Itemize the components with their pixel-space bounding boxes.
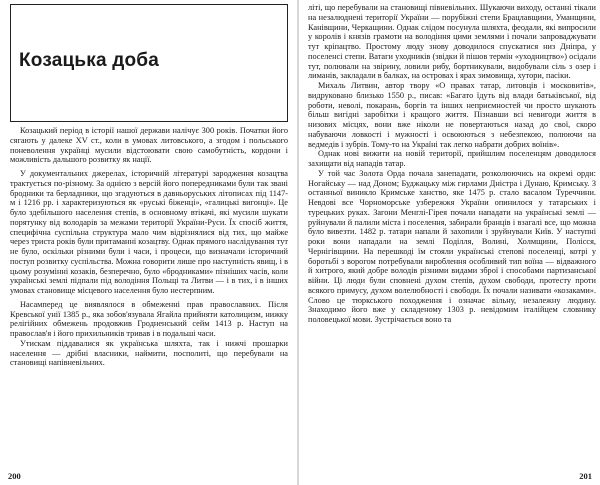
left-page — [0, 0, 296, 485]
page-number-right: 201 — [579, 471, 592, 481]
page-number-left: 200 — [8, 471, 21, 481]
book-gutter — [297, 0, 299, 485]
right-page-body — [308, 3, 596, 325]
left-paragraph-4: Утискам піддавалися як українська шляхта, так і нижчі прошарки населення — дрібні власники, наймити, посполиті, що перебували на становищі напівневільних. — [10, 338, 288, 368]
left-page-body — [10, 126, 288, 368]
right-paragraph-1: літі, що перебували на становищі півневільних. Шукаючи виходу, останні тікали на незалюднені території України — порубіжні степи Брацлавщини, Уманщини, Канівщини, Черкащини. Однак слідом посунула шляхта, феодали, які випросили у королів і князів грамоти на володіння цими землями і почали запроваджувати тут кріпацтво. Простому люду знову доводилося спускатися низ Дніпра, у поселенсі степи. Ватаги уходників (звідки й пішов термін «уходництво») осідали тут, полювали на звірину, ловили рибу, бортникували, видобували сіль з озер і лиманів, закладали в балках, на островах і ярах зимовища, хутори, пасіки. — [308, 3, 596, 81]
right-paragraph-2: Михаль Литвин, автор твору «О правах татар, литовців і московитів», видруковано близько 1550 р., писав: «Багато їдуть від влади батьківської, від роботи, неволі, покарань, боргів та інших неприємностей чи просто шукають більш вигідні заробітки і кращого життя. Пізнавши всі невигоди життя в низових місцях, вони вже ніколи не повертаються назад до свої, скоро набуваючи ловкості і мужності і освоюються з небезпекою, полюючи на ведмедів і зубрів. Тому-то на Україні так легко набрати добрих воїнів». — [308, 81, 596, 149]
left-paragraph-2: У документальних джерелах, історичній літературі зародження козацтва трактується по-різному. За однією з версій його попередниками були так звані бродники та берладники, що згадуються в давньоруських літописах під 1147-м і 1216 рр. і характеризуються як «руські біженці», «галицькі вигонці». Це було здебільшого населення степів, в основному втікачі, які мусили шукати порятунку від володарів за межами території України-Руси. Їх спосіб життя, специфічна суспільна структура мало чим відрізнялися від тих, що майже через триста років були притаманні козацтву. Однак прямого наслідування тут не було, оскільки різними були і часи, і процеси, що визначали історичний поступ розвитку суспільства. Можна говорити лише про наступність явищ, і в цьому розумінні козаків, безперечно, було «бродниками» пізніших часів, коли українські землі підпали під володіння Польщі та Литви — і в тих, і в інших умовах становище місцевого населення було нестерпним. — [10, 169, 288, 295]
left-paragraph-3: Насамперед це виявлялося в обмеженні прав православних. Після Кревської унії 1385 р., яка зобов'язувала Ягайла прийняти католицизм, нижку релігійних обмежень продовжив Гродненський сейм 1413 р. Наступ на православ'я і його прихильників тривав і в подальші часи. — [10, 299, 288, 338]
chapter-title: Козацька доба — [19, 50, 159, 71]
right-page — [300, 0, 600, 485]
title-frame — [10, 4, 288, 122]
right-paragraph-3: Однак нові вижити на новій території, прийшлим поселенцям доводилося захищати від нападів татар. — [308, 149, 596, 168]
left-paragraph-1: Козацький період в історії нашої держави налічує 300 років. Початки його сягають у далеке XV ст., коли в умовах литовського, а згодом і польського поневолення українці мусили відстоювати свою самобутність, кордони і можливість дальшого розвитку як нації. — [10, 126, 288, 165]
right-paragraph-4: У той час Золота Орда почала занепадати, розколюючись на окремі орди: Ногайську — над Доном; Буджацьку між гирлами Дністра і Дунаю, Кримську. З останньої виникло Кримське ханство, яке 1475 р. стало васалом Туреччини. Невдові все Чорноморське узбережжя України опинилося у татарських і турецьких руках. Загони Менглі-Гірея почали нападати на українські землі — руйнували й палили міста і поселення, забирали бранців і взагалі все, що можна було вивезти. 1482 р. татари напали й захопили і зруйнували Київ. У наступні роки вони нападали на землі Поділля, Волині, Холмщини, Полісся, Чернігівщини. На перешкоді їм стояли українські степові поселенці, котрі у боротьбі з ворогом потребували вироблення особливий тип воїна — відважного й хитрого, який добре володів різними видами зброї і способами партизанської війни. Ці люди були сповнені духом степів, духом свободи, протесту проти всякого примусу, духом волелюбності і свободи. Їх почали називати «козаками». Слово це тюркського походження і означає вільну, незалежну людину. Знаходимо його вже у складеному 1303 р. невідомим італійцем словнику половецької мови. Зустрічається воно та — [308, 168, 596, 324]
